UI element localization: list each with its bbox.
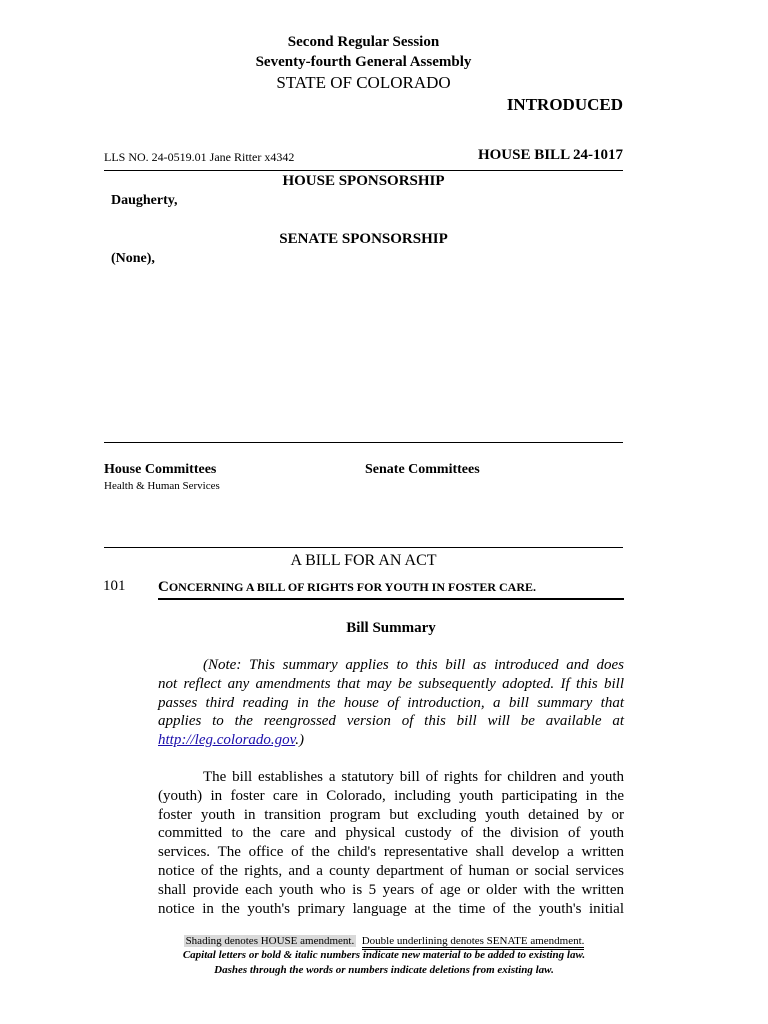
bill-number: HOUSE BILL 24-1017 [477,147,623,163]
body-line: (youth) in foster care in Colorado, including youth participating in the [158,787,624,804]
body-line: services. The office of the child's representative shall develop a written [158,844,624,861]
house-sponsors: Daugherty, [111,193,178,208]
header-rule [104,170,623,171]
body-line: notice in the youth's primary language at the time of the youth's initial [158,900,624,917]
amendment-legend [104,935,664,947]
title-rule [158,598,624,600]
bill-title [158,578,536,596]
note-line-last [158,731,624,750]
bill-status: INTRODUCED [506,95,623,114]
bill-title-initial: C [158,579,169,595]
bill-title-rest: ONCERNING A BILL OF RIGHTS FOR YOUTH IN FOSTER CARE. [168,580,537,594]
summary-body [158,768,624,918]
note-line: (Note: This summary applies to this bill as introduced and does [203,657,624,673]
session-title: Second Regular Session [287,34,440,50]
bill-heading: A BILL FOR AN ACT [290,552,437,569]
state-title: STATE OF COLORADO [276,73,451,92]
body-line: notice of the rights, and a county department of human or social services [158,862,624,879]
note-end: .) [295,732,304,749]
note-line: not reflect any amendments that may be subsequently adopted. If this bill [158,675,624,692]
house-sponsorship-title: HOUSE SPONSORSHIP [282,173,445,189]
summary-heading: Bill Summary [346,620,436,636]
assembly-title: Seventy-fourth General Assembly [255,54,472,70]
body-line: The bill establishes a statutory bill of rights for children and youth [203,769,624,785]
summary-note [158,656,624,750]
dashes-note: Dashes through the words or numbers indicate deletions from existing law. [214,964,554,976]
senate-amendment-note: Double underlining denotes SENATE amendment. [362,935,585,950]
leg-colorado-link[interactable]: http://leg.colorado.gov [158,732,296,749]
lls-number: LLS NO. 24-0519.01 Jane Ritter x4342 [104,150,295,164]
note-line: applies to the reengrossed version of this bill will be available at [158,713,624,730]
house-amendment-note: Shading denotes HOUSE amendment. [185,935,355,947]
committees-rule [104,547,623,548]
body-line: shall provide each youth who is 5 years of age or older with the written [158,881,624,898]
house-committees-list: Health & Human Services [104,480,220,492]
house-committees-title: House Committees [104,462,217,477]
capital-letters-note: Capital letters or bold & italic numbers indicate new material to be added to existing law. [182,949,586,961]
senate-sponsorship-title: SENATE SPONSORSHIP [279,231,448,247]
senate-committees-title: Senate Committees [365,462,480,477]
sponsorship-rule [104,442,623,443]
note-line: passes third reading in the house of introduction, a bill summary that [158,694,624,711]
line-number: 101 [103,578,126,594]
senate-sponsors: (None), [111,251,155,266]
body-line: foster youth in transition program but excluding youth detained by or [158,806,624,823]
body-line: committed to the care and physical custody of the division of youth [158,825,624,842]
